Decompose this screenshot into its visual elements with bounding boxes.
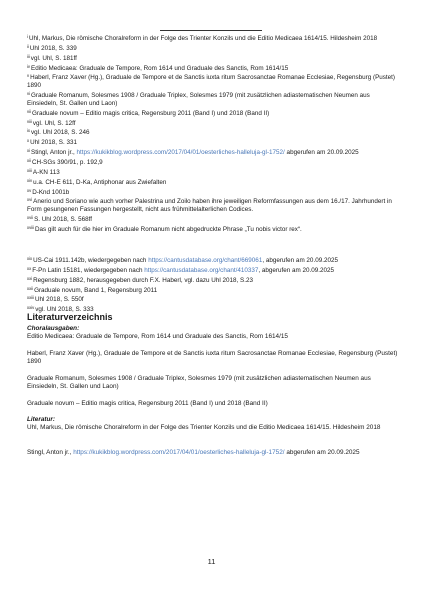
footnote	[27, 118, 399, 128]
footnote-marker: ii	[27, 43, 29, 49]
footnote-text: Uhl 2018, S. 331	[30, 139, 78, 147]
footnote-marker: iv	[27, 63, 31, 69]
footnote-text: Graduale novum – Editio magis critica, Regensburg 2011 (Band I) und 2018 (Band II)	[31, 109, 270, 117]
footnote	[27, 187, 399, 197]
footnote	[27, 127, 399, 137]
footnote-marker: xxiv	[27, 305, 35, 311]
footnote-text: Anerio und Soriano wie auch vorher Palestrina und Zoilo haben ihre jeweiligen Reformfassungen aus dem 16./17. Jahrhundert in Form gesungenen Fassungen hergestellt, nicht aus frühmittelalterlichen Codices.	[27, 198, 392, 214]
footnote	[27, 255, 399, 265]
footnote-link[interactable]: https://kukikblog.wordpress.com/2017/04/01/oesterliches-halleluja-gl-1752/	[76, 149, 285, 157]
footnote	[27, 265, 399, 275]
entry-author: Stingl, Anton jr.,	[27, 449, 74, 456]
literature-heading: Literatur:	[27, 416, 56, 423]
bibliography-entry: Editio Medicaea: Graduale de Tempore, Rom 1614 und Graduale des Sanctis, Rom 1614/15	[27, 333, 288, 340]
footnote-marker: x	[27, 138, 30, 144]
footnote-marker: xix	[27, 256, 33, 261]
footnote	[27, 72, 399, 90]
footnote-marker: xviii	[27, 224, 34, 230]
footnote	[27, 294, 399, 304]
footnote-text: CH-SGs 390/91, p. 192,9	[31, 158, 103, 166]
entry-accessed: abgerufen am 20.09.2025	[284, 449, 360, 456]
footnote-text: Regensburg 1882, herausgegeben durch F.X. Haberl, vgl. dazu Uhl 2018, S.23	[33, 276, 253, 284]
footnote-text: , abgerufen am 20.09.2025	[258, 266, 334, 274]
footnote-text: D-Knd 1001b	[32, 188, 70, 196]
bibliography-entry	[27, 449, 399, 457]
footnote-link[interactable]: https://cantusdatabase.org/chant/410337	[144, 266, 259, 274]
footnotes-block-continued	[27, 255, 399, 314]
footnote-text: Graduale novum, Band 1, Regensburg 2011	[34, 286, 158, 294]
footnote	[27, 214, 399, 224]
footnote-marker: xxiii	[27, 295, 34, 301]
footnote-marker: xx	[27, 265, 32, 271]
footnote-text: Uhl 2018, S. 550f	[34, 296, 84, 304]
footnote-marker: xvi	[27, 197, 33, 203]
footnote-text: Haberl, Franz Xaver (Hg.), Graduale de Tempore et de Sanctis iuxta ritum Sacrosanctae Romanae Ecclesiae, Regensburg (Pustet) 1890	[27, 74, 396, 90]
footnotes-block	[27, 33, 399, 234]
footnote-text: Stingl, Anton jr.,	[31, 149, 77, 157]
footnote	[27, 275, 399, 285]
footnote-marker: xii	[27, 157, 31, 163]
footnote	[27, 285, 399, 295]
footnote-marker: xiv	[27, 177, 33, 183]
footnote-text: Editio Medicaea: Graduale de Tempore, Rom 1614 und Graduale des Sanctis, Rom 1614/15	[31, 64, 289, 72]
footnote-marker: xxi	[27, 275, 33, 281]
footnote-text: abgerufen am 20.09.2025	[284, 149, 359, 157]
footnote-marker: xi	[27, 148, 31, 154]
footnote-marker: viii	[27, 118, 32, 124]
footnote-link[interactable]: https://cantusdatabase.org/chant/669061	[148, 257, 263, 264]
footnote-marker: vi	[27, 91, 31, 97]
footnote-text: Uhl 2018, S. 339	[29, 44, 77, 52]
page-number: 11	[207, 557, 216, 566]
footnote	[27, 53, 399, 63]
footnote-text: S. Uhl 2018, S. 568ff	[34, 216, 93, 224]
footnote-text: A-KN 113	[32, 168, 60, 176]
bibliography-entry: Graduale Romanum, Solesmes 1908 / Graduale Triplex, Solesmes 1979 (mit zusätzlichen adiastematischen Neumen aus Einsiedeln, St. Gallen und Laon)	[27, 375, 371, 391]
footnote	[27, 90, 399, 108]
footnote	[27, 63, 399, 73]
footnote-marker: v	[27, 73, 30, 79]
footnote-marker: xiii	[27, 167, 32, 173]
footnote-text: US-Cai 1911.142b, wiedergegeben nach	[33, 257, 149, 264]
footnote	[27, 167, 399, 177]
footnote-text: Graduale Romanum, Solesmes 1908 / Graduale Triplex, Solesmes 1979 (mit zusätzlichen adiastematischen Neumen aus Einsiedeln, St. Gallen und Laon)	[27, 92, 370, 107]
footnote-text: vgl. Uhl, S. 181ff	[30, 54, 77, 62]
footnote	[27, 147, 399, 157]
footnote-marker: ix	[27, 128, 31, 134]
footnote-text: u.a. CH-E 611, D-Ka, Antiphonar aus Zwiefalten	[33, 178, 167, 186]
footnote-marker: xvii	[27, 215, 34, 221]
footnote-marker: xv	[27, 187, 32, 193]
footnote	[27, 177, 399, 187]
footnote-text: Das gilt auch für die hier im Graduale Romanum nicht abgedruckte Phrase „Tu nobis victor rex“.	[34, 225, 302, 233]
bibliography-entry: Uhl, Markus, Die römische Choralreform in der Folge des Trienter Konzils und die Editio Medicaea 1614/15. Hildesheim 2018	[27, 424, 381, 431]
footnote	[27, 157, 399, 167]
footnote	[27, 196, 399, 214]
footnote	[27, 43, 399, 53]
blog-link[interactable]: https://kukikblog.wordpress.com/2017/04/01/oesterliches-halleluja-gl-1752/	[73, 449, 285, 456]
footnote-marker: vii	[27, 108, 31, 114]
footnote-text: F-Pn Latin 15181, wiedergegeben nach	[32, 266, 145, 274]
footnote	[27, 108, 399, 118]
footnote	[27, 33, 399, 43]
footnote-text: vgl. Uhl 2018, S. 333	[35, 306, 94, 314]
footnote-marker: iii	[27, 53, 30, 59]
footnote-separator	[160, 30, 262, 31]
footnote-text: vgl. Uhl 2018, S. 246	[31, 129, 90, 137]
bibliography-entry: Graduale novum – Editio magis critica, Regensburg 2011 (Band I) und 2018 (Band II)	[27, 400, 268, 407]
footnote-text: , abgerufen am 20.09.2025	[262, 257, 338, 264]
footnote	[27, 224, 399, 234]
bibliography-entry: Haberl, Franz Xaver (Hg.), Graduale de Tempore et de Sanctis iuxta ritum Sacrosanctae Romanae Ecclesiae, Regensburg (Pustet) 1890	[27, 350, 398, 366]
footnote-text: vgl. Uhl, S. 12ff	[32, 119, 76, 127]
footnote-marker: i	[27, 34, 28, 39]
bibliography-title: Literaturverzeichnis	[27, 312, 113, 322]
choral-editions-heading: Choralausgaben:	[27, 325, 80, 332]
footnote	[27, 137, 399, 147]
footnote-text: Uhl, Markus, Die römische Choralreform in der Folge des Trienter Konzils und die Editio Medicaea 1614/15. Hildesheim 2018	[28, 35, 378, 42]
footnote-marker: xxii	[27, 285, 34, 291]
